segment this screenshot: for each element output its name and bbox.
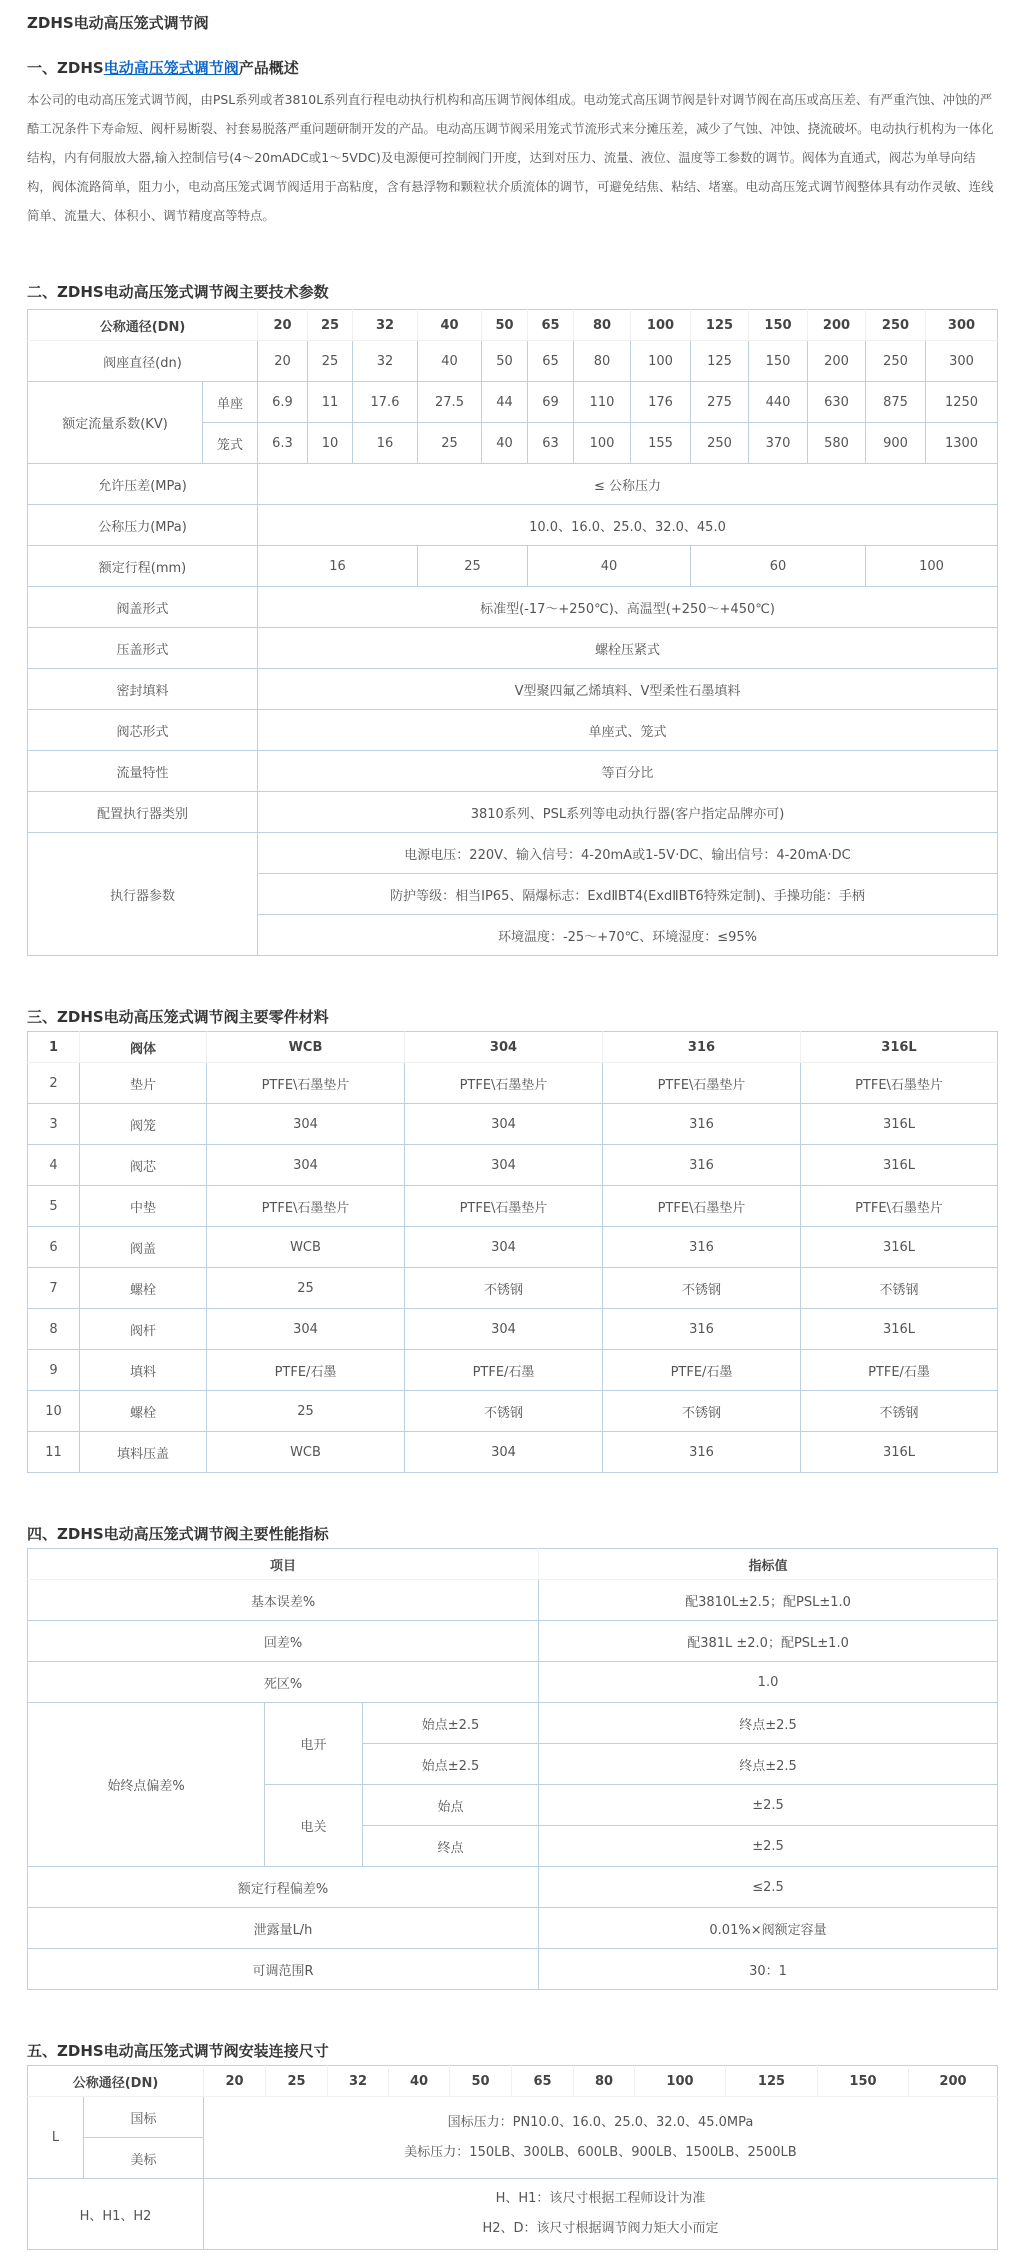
sub-cell: 始点	[363, 1785, 539, 1826]
row-label: 压盖形式	[28, 628, 258, 669]
product-link[interactable]: 电动高压笼式调节阀	[103, 59, 239, 77]
row-label: 泄露量L/h	[28, 1908, 539, 1949]
cell: 16	[258, 546, 418, 587]
cell: 32	[353, 341, 418, 382]
cell: 1250	[926, 382, 998, 423]
cell: 8	[28, 1309, 80, 1350]
dn-cell: 20	[258, 310, 308, 341]
table-row	[28, 1145, 998, 1186]
table-row	[28, 628, 998, 669]
dn-cell: 40	[389, 2066, 450, 2097]
row-value: 配381L ±2.0；配PSL±1.0	[539, 1621, 998, 1662]
table-row	[28, 464, 998, 505]
row-value: 终点±2.5	[539, 1703, 998, 1744]
header-cell: 1	[28, 1032, 80, 1063]
cell: 65	[528, 341, 574, 382]
cell: 100	[574, 423, 631, 464]
cell: 250	[866, 341, 926, 382]
l-values	[204, 2097, 998, 2179]
cell: 125	[691, 341, 749, 382]
row-value: 1.0	[539, 1662, 998, 1703]
cell: 不锈钢	[405, 1391, 603, 1432]
cell: WCB	[207, 1227, 405, 1268]
cell: 370	[749, 423, 808, 464]
cell: 316	[603, 1309, 801, 1350]
cell: 176	[631, 382, 691, 423]
row-label: 基本误差%	[28, 1580, 539, 1621]
cell: 阀盖	[80, 1227, 207, 1268]
dn-cell: 200	[808, 310, 866, 341]
cell: 630	[808, 382, 866, 423]
cell: 螺栓	[80, 1268, 207, 1309]
cell: 4	[28, 1145, 80, 1186]
cell: 10	[308, 423, 353, 464]
row-value: 3810系列、PSL系列等电动执行器(客户指定品牌亦可)	[258, 792, 998, 833]
dn-label: 公称通径(DN)	[28, 310, 258, 341]
row-label: 阀座直径(dn)	[28, 341, 258, 382]
sub-cell: 始点±2.5	[363, 1744, 539, 1785]
cell: PTFE/石墨	[603, 1350, 801, 1391]
cell: 316L	[801, 1432, 998, 1473]
cell: 1300	[926, 423, 998, 464]
l-us-value: 美标压力：150LB、300LB、600LB、900LB、1500LB、2500LB	[404, 2144, 797, 2160]
cell: 150	[749, 341, 808, 382]
header-cell: 316L	[801, 1032, 998, 1063]
cell: 300	[926, 341, 998, 382]
cell: 27.5	[418, 382, 482, 423]
cell: 阀芯	[80, 1145, 207, 1186]
dn-cell: 40	[418, 310, 482, 341]
section-3-heading: 三、ZDHS电动高压笼式调节阀主要零件材料	[27, 1008, 329, 1026]
sub-cell: 始点±2.5	[363, 1703, 539, 1744]
h-values	[204, 2179, 998, 2250]
overview-paragraph: 本公司的电动高压笼式调节阀，由PSL系列或者3810L系列直行程电动执行机构和高压调节阀体组成。电动笼式高压调节阀是针对调节阀在高压或高压差、有严重汽蚀、冲蚀的严酷工况条件下寿命短、阀杆易断裂、衬套易脱落严重问题研制开发的产品。电动高压调节阀采用笼式节流形式来分摊压差，减少了气蚀、冲蚀、挠流破坏。电动执行机构为一体化结构，内有伺服放大器,输入控制信号(4～20mADC或1～5VDC)及电源便可控制阀门开度，达到对压力、流量、液位、温度等工参数的调节。阀体为直通式，阀芯为单导向结构，阀体流路简单，阻力小，电动高压笼式调节阀适用于高粘度，含有悬浮物和颗粒状介质流体的调节，可避免结焦、粘结、堵塞。电动高压笼式调节阀整体具有动作灵敏、连线简单、流量大、体积小、调节精度高等特点。	[27, 92, 994, 223]
header-cell: 304	[405, 1032, 603, 1063]
cell: 不锈钢	[603, 1391, 801, 1432]
cell: PTFE/石墨	[801, 1350, 998, 1391]
dn-cell: 150	[818, 2066, 909, 2097]
table-header-row	[28, 1032, 998, 1063]
cell: 580	[808, 423, 866, 464]
row-label: 阀盖形式	[28, 587, 258, 628]
row-value: ±2.5	[539, 1826, 998, 1867]
cell: 875	[866, 382, 926, 423]
row-label: 公称压力(MPa)	[28, 505, 258, 546]
dn-cell: 100	[635, 2066, 726, 2097]
cell: 25	[418, 423, 482, 464]
row-label: 额定行程(mm)	[28, 546, 258, 587]
row-label: H、H1、H2	[28, 2179, 204, 2250]
cell: PTFE\石墨垫片	[603, 1186, 801, 1227]
cell: 304	[207, 1145, 405, 1186]
cell: PTFE/石墨	[405, 1350, 603, 1391]
table-row	[28, 546, 998, 587]
dn-label: 公称通径(DN)	[28, 2066, 204, 2097]
tech-params-table	[27, 309, 998, 956]
performance-table	[27, 1548, 998, 1990]
row-value: 10.0、16.0、25.0、32.0、45.0	[258, 505, 998, 546]
row-label: 执行器参数	[28, 833, 258, 956]
cell: 155	[631, 423, 691, 464]
table-row	[28, 2097, 998, 2138]
cell: 垫片	[80, 1063, 207, 1104]
row-label: 阀芯形式	[28, 710, 258, 751]
cell: 11	[308, 382, 353, 423]
section-1-suffix: 产品概述	[238, 59, 299, 77]
cell: 50	[482, 341, 528, 382]
materials-table	[27, 1031, 998, 1473]
cell: PTFE\石墨垫片	[207, 1186, 405, 1227]
row-value: ≤ 公称压力	[258, 464, 998, 505]
row-label: 允许压差(MPa)	[28, 464, 258, 505]
table-row	[28, 1186, 998, 1227]
cell: 中垫	[80, 1186, 207, 1227]
sub-label: 电开	[265, 1703, 363, 1785]
table-row	[28, 1350, 998, 1391]
sub-label: 美标	[84, 2138, 204, 2179]
cell: 填料	[80, 1350, 207, 1391]
cell: 11	[28, 1432, 80, 1473]
sub-label: 电关	[265, 1785, 363, 1867]
cell: 填料压盖	[80, 1432, 207, 1473]
cell: 304	[405, 1104, 603, 1145]
cell: 316	[603, 1104, 801, 1145]
table-row	[28, 1432, 998, 1473]
cell: 不锈钢	[801, 1268, 998, 1309]
dn-cell: 50	[482, 310, 528, 341]
cell: 200	[808, 341, 866, 382]
table-row	[28, 1268, 998, 1309]
section-1-prefix: 一、ZDHS	[27, 59, 104, 77]
cell: 6	[28, 1227, 80, 1268]
cell: 440	[749, 382, 808, 423]
table-row	[28, 710, 998, 751]
row-value: ≤2.5	[539, 1867, 998, 1908]
row-value: 等百分比	[258, 751, 998, 792]
table-row	[28, 792, 998, 833]
table-row	[28, 382, 998, 423]
section-5-heading: 五、ZDHS电动高压笼式调节阀安装连接尺寸	[27, 2042, 329, 2060]
table-row	[28, 1227, 998, 1268]
row-value: 环境温度：-25～+70℃、环境湿度：≤95%	[258, 915, 998, 956]
row-label: 额定行程偏差%	[28, 1867, 539, 1908]
cell: 16	[353, 423, 418, 464]
header-cell: 阀体	[80, 1032, 207, 1063]
dn-cell: 25	[308, 310, 353, 341]
cell: 316	[603, 1432, 801, 1473]
cell: 304	[207, 1104, 405, 1145]
row-value: V型聚四氟乙烯填料、V型柔性石墨填料	[258, 669, 998, 710]
cell: 275	[691, 382, 749, 423]
dn-cell: 80	[574, 2066, 635, 2097]
cell: 40	[418, 341, 482, 382]
header-cell: 项目	[28, 1549, 539, 1580]
row-value: 电源电压：220V、输入信号：4-20mA或1-5V·DC、输出信号：4-20mA·DC	[258, 833, 998, 874]
table-row	[28, 1104, 998, 1145]
table-row	[28, 341, 998, 382]
table-row	[28, 1391, 998, 1432]
row-value: 终点±2.5	[539, 1744, 998, 1785]
row-value: 标准型(-17～+250℃)、高温型(+250～+450℃)	[258, 587, 998, 628]
cell: 304	[405, 1309, 603, 1350]
table-row	[28, 1621, 998, 1662]
dn-cell: 200	[909, 2066, 998, 2097]
cell: 304	[405, 1145, 603, 1186]
row-label: 额定流量系数(KV)	[28, 382, 203, 464]
table-row	[28, 1309, 998, 1350]
dn-cell: 65	[512, 2066, 574, 2097]
cell: 316L	[801, 1227, 998, 1268]
cell: PTFE\石墨垫片	[801, 1186, 998, 1227]
dn-cell: 32	[328, 2066, 389, 2097]
table-row	[28, 751, 998, 792]
cell: PTFE\石墨垫片	[603, 1063, 801, 1104]
dn-cell: 32	[353, 310, 418, 341]
row-value: ±2.5	[539, 1785, 998, 1826]
cell: 5	[28, 1186, 80, 1227]
cell: 25	[207, 1391, 405, 1432]
row-label: 配置执行器类别	[28, 792, 258, 833]
cell: 304	[405, 1227, 603, 1268]
cell: PTFE\石墨垫片	[801, 1063, 998, 1104]
h-value: H2、D：该尺寸根据调节阀力矩大小而定	[482, 2221, 719, 2236]
table-header-row	[28, 2066, 998, 2097]
table-row	[28, 587, 998, 628]
row-label: 可调范围R	[28, 1949, 539, 1990]
dn-cell: 20	[204, 2066, 266, 2097]
cell: 25	[308, 341, 353, 382]
cell: 316	[603, 1145, 801, 1186]
row-value: 0.01%×阀额定容量	[539, 1908, 998, 1949]
table-row	[28, 1703, 998, 1744]
dimensions-table	[27, 2065, 998, 2250]
cell: 60	[691, 546, 866, 587]
cell: PTFE\石墨垫片	[405, 1186, 603, 1227]
dn-cell: 100	[631, 310, 691, 341]
table-row	[28, 1949, 998, 1990]
dn-cell: 50	[450, 2066, 512, 2097]
cell: 6.9	[258, 382, 308, 423]
section-2-heading: 二、ZDHS电动高压笼式调节阀主要技术参数	[27, 283, 329, 301]
cell: WCB	[207, 1432, 405, 1473]
cell: 110	[574, 382, 631, 423]
cell: PTFE\石墨垫片	[405, 1063, 603, 1104]
cell: 螺栓	[80, 1391, 207, 1432]
table-header-row	[28, 310, 998, 341]
cell: 不锈钢	[405, 1268, 603, 1309]
cell: 阀笼	[80, 1104, 207, 1145]
table-row	[28, 1580, 998, 1621]
row-value: 单座式、笼式	[258, 710, 998, 751]
dn-cell: 65	[528, 310, 574, 341]
row-value: 30：1	[539, 1949, 998, 1990]
cell: 不锈钢	[603, 1268, 801, 1309]
cell: 316	[603, 1227, 801, 1268]
cell: 304	[405, 1432, 603, 1473]
l-gb-value: 国标压力：PN10.0、16.0、25.0、32.0、45.0MPa	[447, 2114, 754, 2130]
cell: 100	[631, 341, 691, 382]
row-value: 配3810L±2.5；配PSL±1.0	[539, 1580, 998, 1621]
cell: PTFE/石墨	[207, 1350, 405, 1391]
cell: 63	[528, 423, 574, 464]
table-row	[28, 505, 998, 546]
cell: 80	[574, 341, 631, 382]
sub-label: 单座	[203, 382, 258, 423]
dn-cell: 300	[926, 310, 998, 341]
cell: 20	[258, 341, 308, 382]
row-label: 死区%	[28, 1662, 539, 1703]
dn-cell: 80	[574, 310, 631, 341]
cell: 2	[28, 1063, 80, 1104]
table-row	[28, 2179, 998, 2250]
table-header-row	[28, 1549, 998, 1580]
cell: 3	[28, 1104, 80, 1145]
cell: 阀杆	[80, 1309, 207, 1350]
dn-cell: 125	[726, 2066, 818, 2097]
row-label: 始终点偏差%	[28, 1703, 265, 1867]
table-row	[28, 669, 998, 710]
table-row	[28, 1867, 998, 1908]
dn-cell: 25	[266, 2066, 328, 2097]
cell: 69	[528, 382, 574, 423]
header-cell: 指标值	[539, 1549, 998, 1580]
row-value: 防护等级：相当IP65、隔爆标志：ExdⅡBT4(ExdⅡBT6特殊定制)、手操功能：手柄	[258, 874, 998, 915]
header-cell: WCB	[207, 1032, 405, 1063]
sub-label: 国标	[84, 2097, 204, 2138]
cell: 100	[866, 546, 998, 587]
sub-cell: 终点	[363, 1826, 539, 1867]
section-1-heading	[27, 58, 299, 78]
table-row	[28, 833, 998, 874]
cell: 40	[528, 546, 691, 587]
section-4-heading: 四、ZDHS电动高压笼式调节阀主要性能指标	[27, 1525, 329, 1543]
cell: 900	[866, 423, 926, 464]
dn-cell: 125	[691, 310, 749, 341]
h-value: H、H1：该尺寸根据工程师设计为准	[495, 2191, 706, 2206]
cell: 304	[207, 1309, 405, 1350]
cell: 316L	[801, 1309, 998, 1350]
cell: 9	[28, 1350, 80, 1391]
cell: PTFE\石墨垫片	[207, 1063, 405, 1104]
cell: 17.6	[353, 382, 418, 423]
cell: 10	[28, 1391, 80, 1432]
cell: 25	[418, 546, 528, 587]
cell: 250	[691, 423, 749, 464]
row-value: 螺栓压紧式	[258, 628, 998, 669]
cell: 44	[482, 382, 528, 423]
dn-cell: 250	[866, 310, 926, 341]
cell: 40	[482, 423, 528, 464]
header-cell: 316	[603, 1032, 801, 1063]
cell: 不锈钢	[801, 1391, 998, 1432]
dn-cell: 150	[749, 310, 808, 341]
page-title: ZDHS电动高压笼式调节阀	[27, 14, 209, 32]
row-label: 回差%	[28, 1621, 539, 1662]
sub-label: 笼式	[203, 423, 258, 464]
cell: 316L	[801, 1145, 998, 1186]
row-label: 流量特性	[28, 751, 258, 792]
table-row	[28, 1908, 998, 1949]
cell: 316L	[801, 1104, 998, 1145]
row-label: 密封填料	[28, 669, 258, 710]
cell: 7	[28, 1268, 80, 1309]
cell: 25	[207, 1268, 405, 1309]
row-label: L	[28, 2097, 84, 2179]
table-row	[28, 1662, 998, 1703]
table-row	[28, 1063, 998, 1104]
cell: 6.3	[258, 423, 308, 464]
